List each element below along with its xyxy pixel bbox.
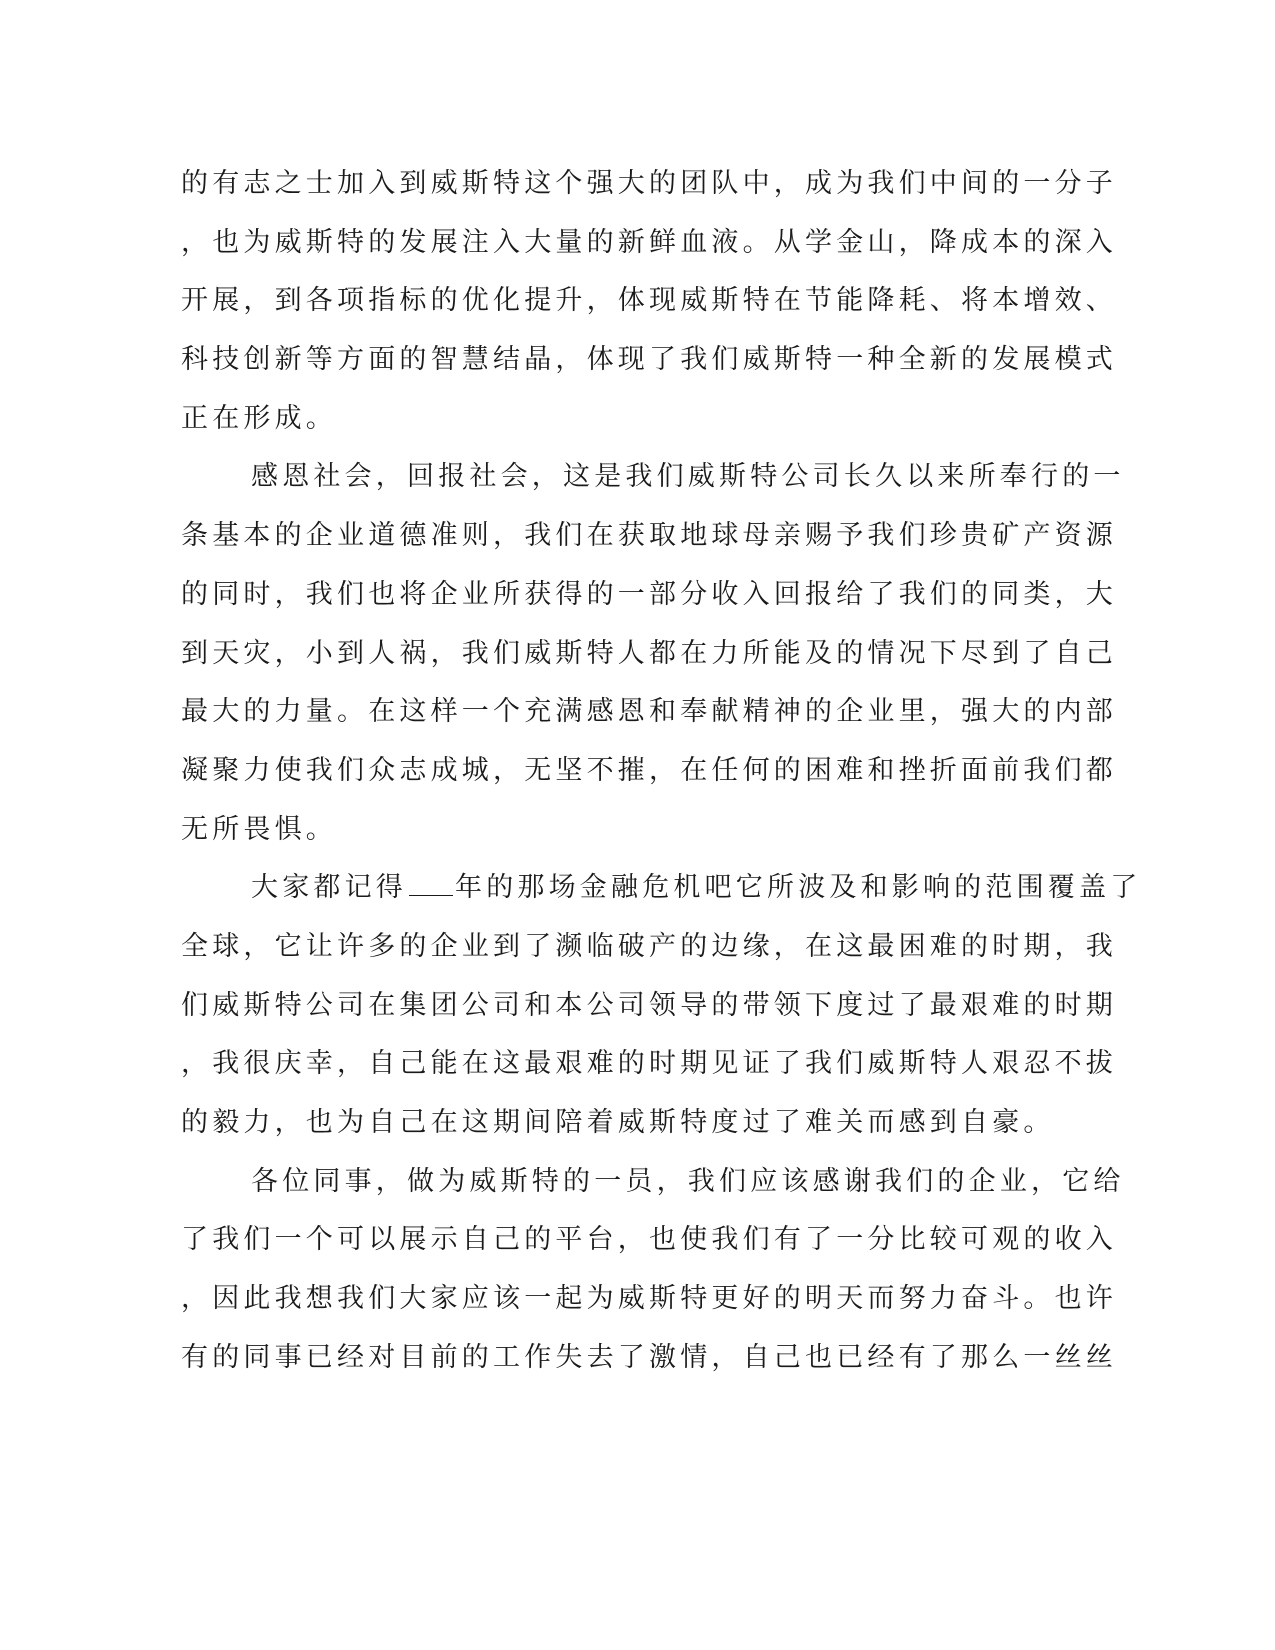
paragraph-3 bbox=[181, 859, 1142, 1152]
text-line: 科技创新等方面的智慧结晶，体现了我们威斯特一种全新的发展模式 bbox=[181, 344, 1117, 376]
text-line: 最大的力量。在这样一个充满感恩和奉献精神的企业里，强大的内部 bbox=[181, 696, 1117, 728]
text-line: 了我们一个可以展示自己的平台，也使我们有了一分比较可观的收入 bbox=[181, 1224, 1117, 1256]
text-line: 条基本的企业道德准则，我们在获取地球母亲赐予我们珍贵矿产资源 bbox=[181, 520, 1117, 552]
text-line: 们威斯特公司在集团公司和本公司领导的带领下度过了最艰难的时期 bbox=[181, 989, 1117, 1021]
text-line-with-blank bbox=[181, 859, 1142, 918]
text-line: 的毅力，也为自己在这期间陪着威斯特度过了难关而感到自豪。 bbox=[181, 1107, 1055, 1138]
text-line: 无所畏惧。 bbox=[181, 813, 337, 845]
text-line: 的同时，我们也将企业所获得的一部分收入回报给了我们的同类，大 bbox=[181, 578, 1117, 610]
text-line: ，也为威斯特的发展注入大量的新鲜血液。从学金山，降成本的深入 bbox=[181, 226, 1117, 258]
text-line: 有的同事已经对目前的工作失去了激情，自己也已经有了那么一丝丝 bbox=[181, 1341, 1117, 1373]
text-line: 全球，它让许多的企业到了濒临破产的边缘，在这最困难的时期，我 bbox=[181, 930, 1117, 962]
text-line: ，因此我想我们大家应该一起为威斯特更好的明天而努力奋斗。也许 bbox=[181, 1283, 1117, 1315]
fill-in-blank bbox=[409, 873, 453, 896]
text-line: 开展，到各项指标的优化提升，体现威斯特在节能降耗、将本增效、 bbox=[181, 285, 1117, 317]
paragraph-2 bbox=[181, 448, 1125, 859]
text-line: 各位同事，做为威斯特的一员，我们应该感谢我们的企业，它给 bbox=[251, 1165, 1125, 1197]
text-line: 感恩社会，回报社会，这是我们威斯特公司长久以来所奉行的一 bbox=[251, 461, 1125, 493]
text-line: 的有志之士加入到威斯特这个强大的团队中，成为我们中间的一分子 bbox=[181, 168, 1117, 199]
text-segment: 年的那场金融危机吧它所波及和影响的范围覆盖了 bbox=[455, 872, 1142, 904]
document-body bbox=[181, 155, 1142, 1387]
text-line: 正在形成。 bbox=[181, 402, 337, 434]
text-line: ，我很庆幸，自己能在这最艰难的时期见证了我们威斯特人艰忍不拔 bbox=[181, 1048, 1117, 1080]
text-segment: 大家都记得 bbox=[251, 872, 407, 904]
text-line: 到天灾，小到人祸，我们威斯特人都在力所能及的情况下尽到了自己 bbox=[181, 637, 1117, 669]
paragraph-1 bbox=[181, 155, 1117, 448]
text-line: 凝聚力使我们众志成城，无坚不摧，在任何的困难和挫折面前我们都 bbox=[181, 754, 1117, 786]
paragraph-4 bbox=[181, 1153, 1125, 1388]
